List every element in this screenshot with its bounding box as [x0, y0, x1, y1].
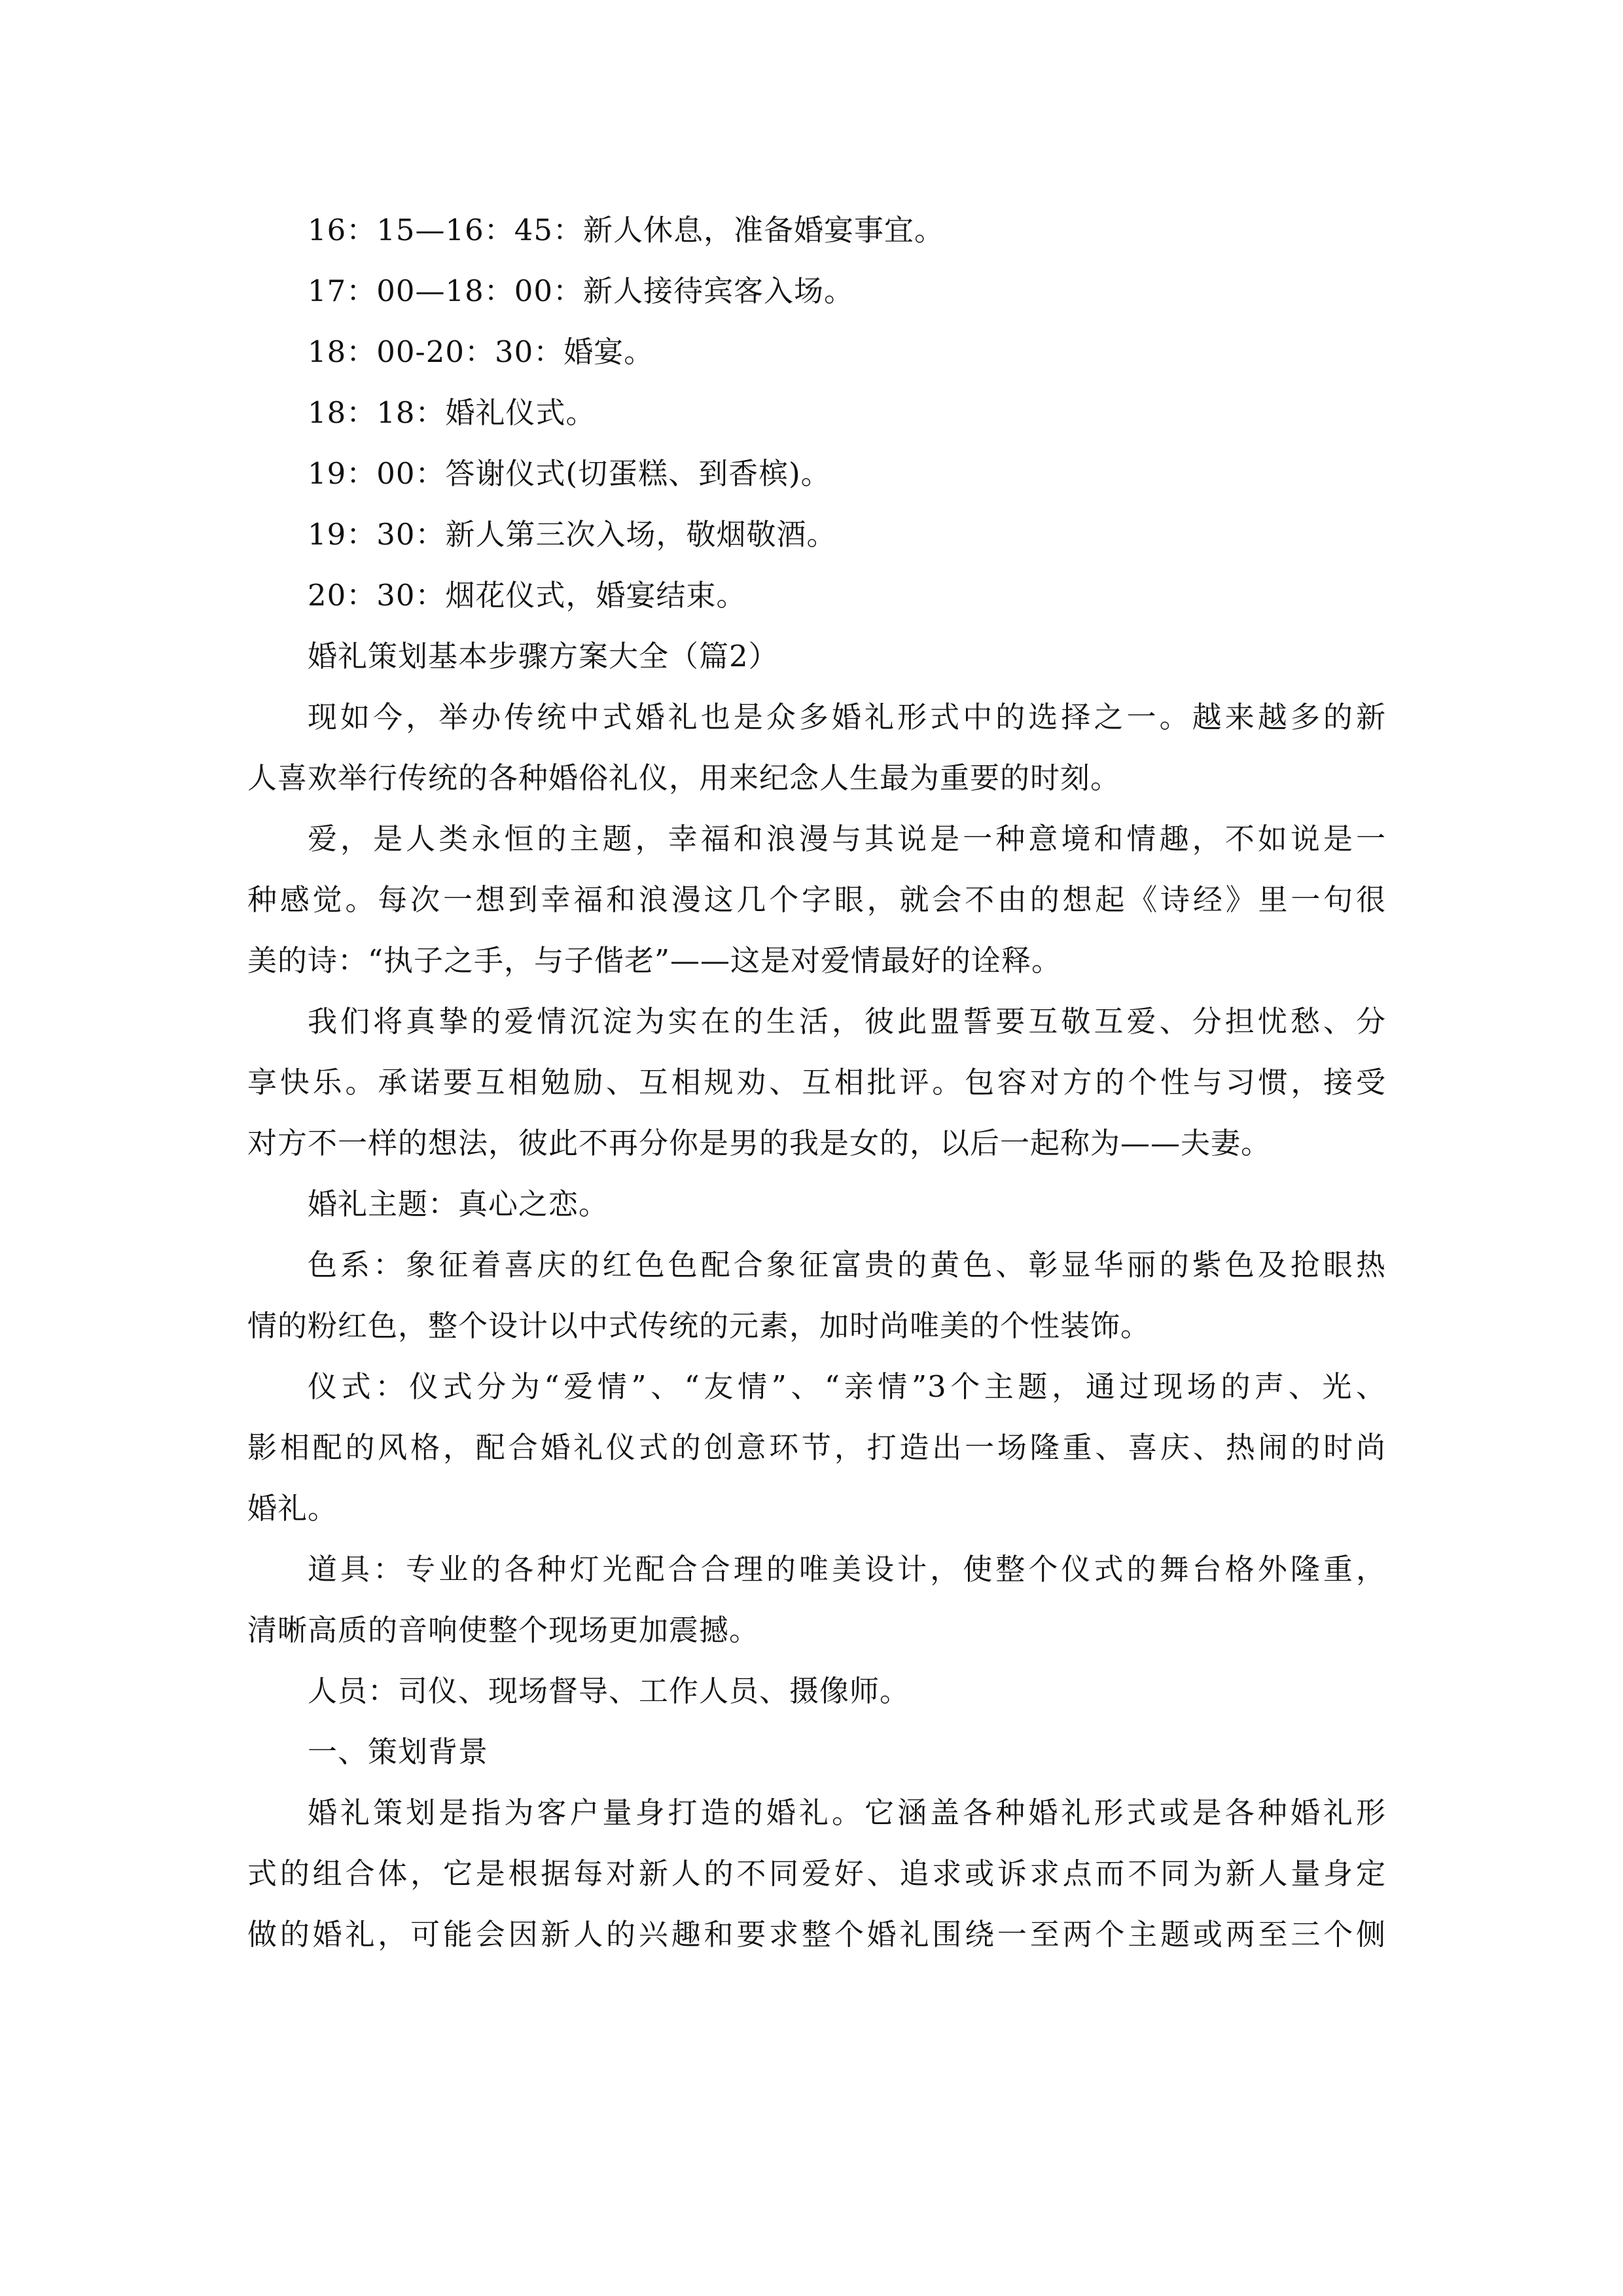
paragraph-line: 色系：象征着喜庆的红色色配合象征富贵的黄色、彰显华丽的紫色及抢眼热 [308, 1247, 1386, 1282]
paragraph-line: 情的粉红色，整个设计以中式传统的元素，加时尚唯美的个性装饰。 [247, 1308, 1151, 1343]
paragraph-line: 影相配的风格，配合婚礼仪式的创意环节，打造出一场隆重、喜庆、热闹的时尚 [247, 1430, 1386, 1465]
paragraph-line: 美的诗：“执子之手，与子偕老”——这是对爱情最好的诠释。 [247, 943, 1062, 978]
paragraph-line: 婚礼。 [247, 1491, 338, 1526]
paragraph-line: 式的组合体，它是根据每对新人的不同爱好、追求或诉求点而不同为新人量身定 [247, 1856, 1386, 1891]
schedule-line-1930: 19：30：新人第三次入场，敬烟敬酒。 [308, 517, 837, 552]
schedule-line-1615: 16：15—16：45：新人休息，准备婚宴事宜。 [308, 213, 945, 247]
wedding-theme-line: 婚礼主题：真心之恋。 [308, 1187, 609, 1221]
paragraph-line: 我们将真挚的爱情沉淀为实在的生活，彼此盟誓要互敬互爱、分担忧愁、分 [308, 1004, 1386, 1039]
paragraph-line: 现如今，举办传统中式婚礼也是众多婚礼形式中的选择之一。越来越多的新 [308, 700, 1386, 734]
schedule-line-1900: 19：00：答谢仪式(切蛋糕、到香槟)。 [308, 456, 831, 491]
paragraph-line: 做的婚礼，可能会因新人的兴趣和要求整个婚礼围绕一至两个主题或两至三个侧 [247, 1917, 1386, 1952]
schedule-line-1800-banquet: 18：00-20：30：婚宴。 [308, 334, 654, 369]
section-heading-part2: 婚礼策划基本步骤方案大全（篇2） [308, 639, 779, 673]
section-heading-background: 一、策划背景 [308, 1734, 489, 1769]
paragraph-line: 种感觉。每次一想到幸福和浪漫这几个字眼，就会不由的想起《诗经》里一句很 [247, 882, 1386, 917]
schedule-line-1818: 18：18：婚礼仪式。 [308, 395, 596, 430]
paragraph-line: 爱，是人类永恒的主题，幸福和浪漫与其说是一种意境和情趣，不如说是一 [308, 821, 1386, 856]
paragraph-line: 道具：专业的各种灯光配合合理的唯美设计，使整个仪式的舞台格外隆重， [308, 1552, 1386, 1587]
paragraph-line: 对方不一样的想法，彼此不再分你是男的我是女的，以后一起称为——夫妻。 [247, 1126, 1272, 1160]
paragraph-line: 婚礼策划是指为客户量身打造的婚礼。它涵盖各种婚礼形式或是各种婚礼形 [308, 1795, 1386, 1830]
schedule-line-2030: 20：30：烟花仪式，婚宴结束。 [308, 578, 747, 613]
staff-line: 人员：司仪、现场督导、工作人员、摄像师。 [308, 1674, 910, 1708]
paragraph-line: 人喜欢举行传统的各种婚俗礼仪，用来纪念人生最为重要的时刻。 [247, 761, 1121, 795]
schedule-line-1700: 17：00—18：00：新人接待宾客入场。 [308, 274, 855, 308]
paragraph-line: 仪式：仪式分为“爱情”、“友情”、“亲情”3个主题，通过现场的声、光、 [308, 1369, 1386, 1404]
paragraph-line: 清晰高质的音响使整个现场更加震撼。 [247, 1613, 760, 1647]
paragraph-line: 享快乐。承诺要互相勉励、互相规劝、互相批评。包容对方的个性与习惯，接受 [247, 1065, 1386, 1100]
